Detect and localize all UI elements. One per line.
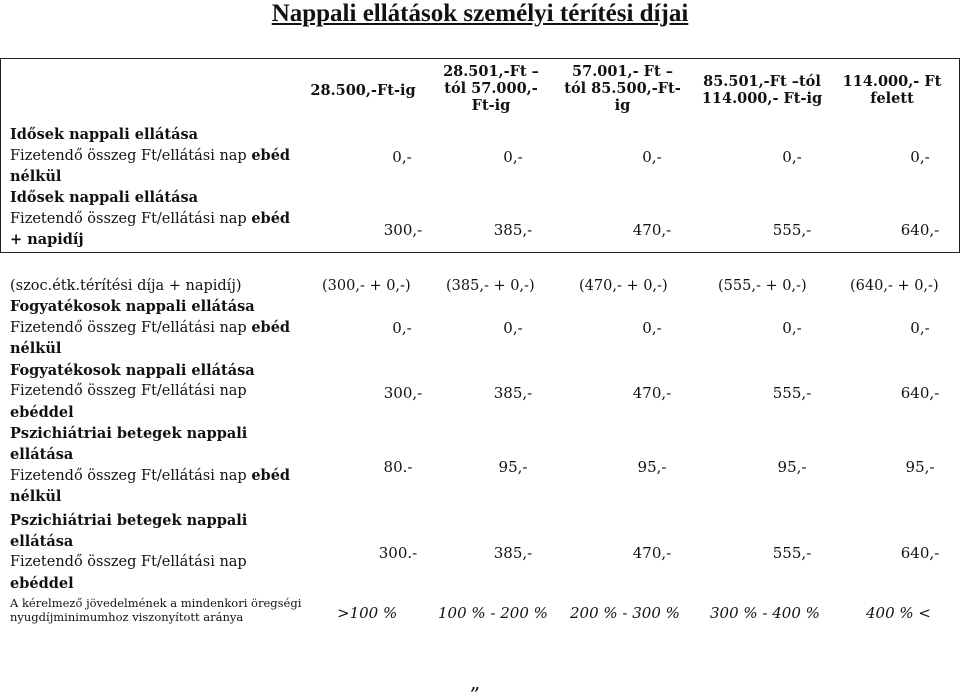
fogy1-value-4: 0,- bbox=[782, 319, 802, 337]
psz1-line3-bold: ebéd bbox=[251, 467, 291, 484]
ratio-label-line1: A kérelmező jövedelmének a mindenkori öregségi bbox=[10, 596, 302, 610]
psz2-value-2: 385,- bbox=[493, 544, 533, 562]
row1-value-4: 0,- bbox=[782, 148, 802, 166]
ratio-value-1: >100 % bbox=[337, 604, 398, 622]
psz1-value-5: 95,- bbox=[905, 458, 935, 476]
row2-value-1: 300,- bbox=[383, 221, 423, 239]
ratio-value-4: 300 % - 400 % bbox=[710, 604, 820, 622]
row2-label-line3: + napidíj bbox=[10, 231, 84, 248]
psz2-value-5: 640,- bbox=[900, 544, 940, 562]
fogy1-value-1: 0,- bbox=[392, 319, 412, 337]
psz2-title: Pszichiátriai betegek nappali bbox=[10, 512, 248, 529]
psz2-value-4: 555,- bbox=[772, 544, 812, 562]
psz2-value-3: 470,- bbox=[632, 544, 672, 562]
psz1-title2: ellátása bbox=[10, 446, 74, 463]
psz1-value-3: 95,- bbox=[637, 458, 667, 476]
fogy2-value-2: 385,- bbox=[493, 384, 533, 402]
header-1: 28.500,-Ft-ig bbox=[310, 82, 416, 99]
szoc-value-1: (300,- + 0,-) bbox=[322, 278, 411, 294]
szoc-value-4: (555,- + 0,-) bbox=[718, 278, 807, 294]
psz1-line4: nélkül bbox=[10, 488, 62, 505]
psz1-value-4: 95,- bbox=[777, 458, 807, 476]
header-5: 114.000,- Ft felett bbox=[842, 73, 942, 107]
psz2-value-1: 300.- bbox=[378, 544, 418, 562]
row2-label-line2 bbox=[10, 208, 290, 230]
fogy1-line2 bbox=[10, 317, 290, 339]
row1-label-title: Idősek nappali ellátása bbox=[10, 126, 199, 143]
row2-label-title: Idősek nappali ellátása bbox=[10, 189, 199, 206]
page-title: Nappali ellátások személyi térítési díjai bbox=[271, 0, 689, 27]
row1-label-line2 bbox=[10, 145, 290, 167]
row2-label-text: Fizetendő összeg Ft/ellátási nap bbox=[10, 211, 247, 227]
ratio-value-3: 200 % - 300 % bbox=[570, 604, 680, 622]
fogy1-line2-bold: ebéd bbox=[251, 319, 291, 336]
szoc-value-2: (385,- + 0,-) bbox=[446, 278, 535, 294]
fogy2-value-4: 555,- bbox=[772, 384, 812, 402]
row1-value-3: 0,- bbox=[642, 148, 662, 166]
psz1-value-1: 80.- bbox=[383, 458, 413, 476]
fogy2-line3: ebéddel bbox=[10, 404, 74, 421]
row1-value-5: 0,- bbox=[910, 148, 930, 166]
fogy1-value-2: 0,- bbox=[503, 319, 523, 337]
fogy1-line3: nélkül bbox=[10, 340, 62, 357]
header-4: 85.501,-Ft –tól 114.000,- Ft-ig bbox=[701, 73, 823, 107]
header-2: 28.501,-Ft – tól 57.000,- Ft-ig bbox=[443, 63, 539, 114]
ratio-label-line2: nyugdíjminimumhoz viszonyított aránya bbox=[10, 610, 244, 624]
row2-value-3: 470,- bbox=[632, 221, 672, 239]
fogy2-value-3: 470,- bbox=[632, 384, 672, 402]
fogy1-title: Fogyatékosok nappali ellátása bbox=[10, 298, 255, 315]
szoc-label: (szoc.étk.térítési díja + napidíj) bbox=[10, 278, 242, 294]
psz1-value-2: 95,- bbox=[498, 458, 528, 476]
row1-value-2: 0,- bbox=[503, 148, 523, 166]
row1-value-1: 0,- bbox=[392, 148, 412, 166]
fogy2-value-5: 640,- bbox=[900, 384, 940, 402]
psz2-line3: Fizetendő összeg Ft/ellátási nap bbox=[10, 554, 247, 570]
psz1-title: Pszichiátriai betegek nappali bbox=[10, 425, 248, 442]
psz1-line3 bbox=[10, 465, 290, 487]
psz1-line3-text: Fizetendő összeg Ft/ellátási nap bbox=[10, 468, 247, 484]
row2-value-2: 385,- bbox=[493, 221, 533, 239]
szoc-value-3: (470,- + 0,-) bbox=[579, 278, 668, 294]
szoc-value-5: (640,- + 0,-) bbox=[850, 278, 939, 294]
ratio-value-2: 100 % - 200 % bbox=[438, 604, 548, 622]
fogy2-title: Fogyatékosok nappali ellátása bbox=[10, 362, 255, 379]
fogy1-value-3: 0,- bbox=[642, 319, 662, 337]
row2-label-bold: ebéd bbox=[251, 210, 291, 227]
fogy2-value-1: 300,- bbox=[383, 384, 423, 402]
psz2-line4: ebéddel bbox=[10, 575, 74, 592]
ratio-value-5: 400 % < bbox=[866, 604, 931, 622]
fogy1-value-5: 0,- bbox=[910, 319, 930, 337]
fogy2-line2: Fizetendő összeg Ft/ellátási nap bbox=[10, 383, 247, 399]
row2-value-4: 555,- bbox=[772, 221, 812, 239]
row2-value-5: 640,- bbox=[900, 221, 940, 239]
footer-quote-mark: „ bbox=[470, 670, 481, 694]
row1-label-bold: ebéd bbox=[251, 147, 291, 164]
fogy1-line2-text: Fizetendő összeg Ft/ellátási nap bbox=[10, 320, 247, 336]
psz2-title2: ellátása bbox=[10, 533, 74, 550]
row1-label-text: Fizetendő összeg Ft/ellátási nap bbox=[10, 148, 247, 164]
row1-label-line3: nélkül bbox=[10, 168, 62, 185]
header-3: 57.001,- Ft – tól 85.500,-Ft-ig bbox=[564, 63, 681, 114]
